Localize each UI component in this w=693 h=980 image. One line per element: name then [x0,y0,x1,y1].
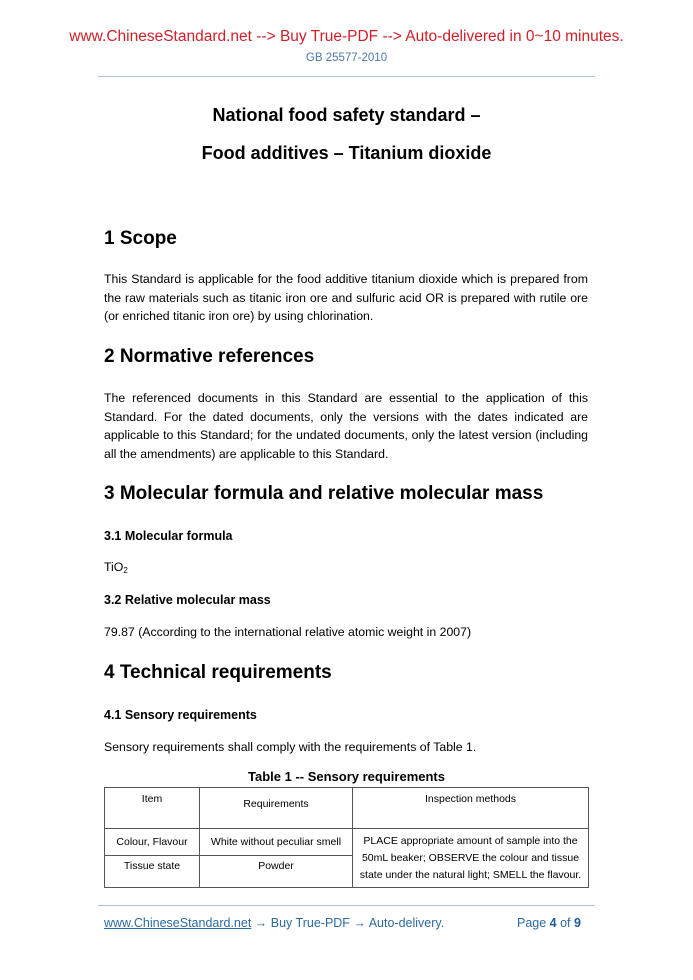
page-label: Page [517,916,550,930]
doc-title-line2: Food additives – Titanium dioxide [201,143,492,163]
footer-link[interactable]: www.ChineseStandard.net [104,916,252,930]
header-requirements: Requirements [200,788,353,829]
cell-inspection-method: PLACE appropriate amount of sample into the 50mL beaker; OBSERVE the colour and tissue state under the natural light; SMELL the flavour. [353,829,589,888]
cell-requirement: Powder [200,856,353,888]
table-header-row [105,788,589,829]
doc-title-line1: National food safety standard – [212,105,481,125]
page-indicator [517,916,581,930]
subsection-sensory-heading: 4.1 Sensory requirements [104,708,257,722]
subsection-formula-heading: 3.1 Molecular formula [104,529,233,543]
table-caption: Table 1 -- Sensory requirements [248,769,445,784]
section-scope-text [104,270,588,326]
normative-paragraph: The referenced documents in this Standard are essential to the application of this Standard. For the dated documents, only the versions with the dates indicated are applicable to this Standard; for the undated documents, only the latest version (including all the amendments) are applicable to this Standard. [104,391,588,462]
footer-promo-text: → Buy True-PDF → Auto-delivery. [251,916,445,930]
molecular-formula [104,560,128,574]
section-normative-heading: 2 Normative references [104,346,315,367]
formula-subscript: 2 [123,566,128,575]
header-item: Item [105,788,200,829]
footer-divider [98,905,595,906]
page-total: 9 [574,916,581,930]
cell-requirement: White without peculiar smell [200,829,353,856]
section-scope-heading: 1 Scope [104,228,177,249]
table-row [105,829,589,856]
page-current: 4 [549,916,557,930]
section-technical-heading: 4 Technical requirements [104,662,332,683]
scope-paragraph: This Standard is applicable for the food additive titanium dioxide which is prepared from the raw materials such as titanic iron ore and sulfuric acid OR is prepared with rutile ore (or enriched titanic iron ore) by using chlorination. [104,272,588,324]
sensory-text: Sensory requirements shall comply with the requirements of Table 1. [104,740,477,754]
page-of: of [556,916,574,930]
sensory-requirements-table [104,787,589,888]
subsection-mass-heading: 3.2 Relative molecular mass [104,593,271,607]
cell-item: Colour, Flavour [105,829,200,856]
molecular-mass-text: 79.87 (According to the international relative atomic weight in 2007) [104,625,472,639]
section-normative-text [104,389,588,464]
cell-item: Tissue state [105,856,200,888]
footer-promo [104,916,444,930]
promo-banner[interactable]: www.ChineseStandard.net --> Buy True-PDF --> Auto-delivered in 0~10 minutes. [69,28,624,45]
header-divider [98,76,595,77]
header-inspection-methods: Inspection methods [353,788,589,829]
section-molecular-heading: 3 Molecular formula and relative molecular mass [104,483,544,504]
formula-main: TiO [104,560,124,574]
document-number: GB 25577-2010 [305,52,388,64]
